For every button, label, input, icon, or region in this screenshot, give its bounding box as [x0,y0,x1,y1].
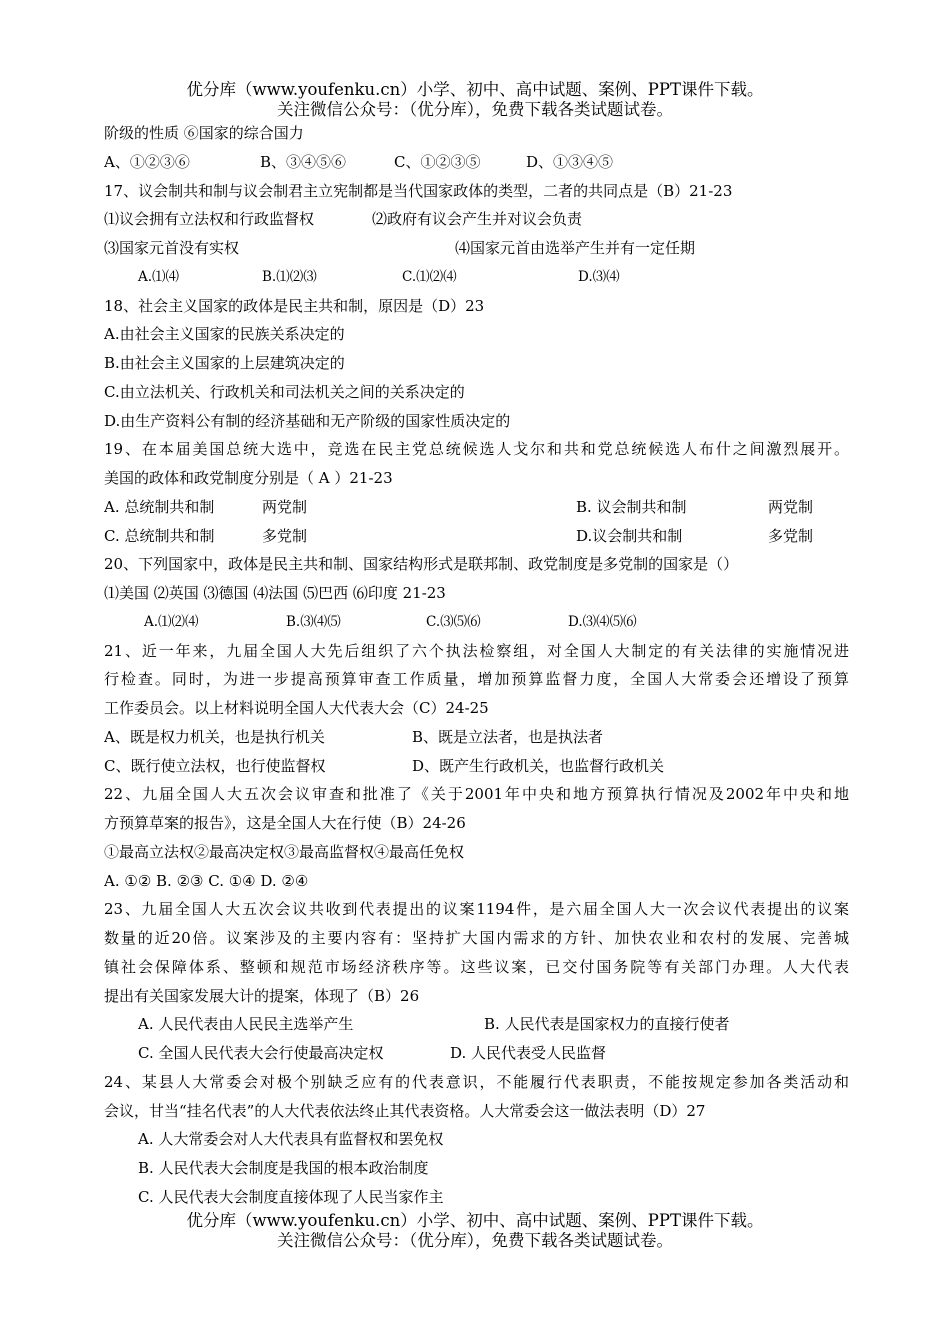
q23-option-b: B. 人民代表是国家权力的直接行使者 [484,1015,730,1034]
q19-options-row-2 [104,522,849,551]
q22-items: ①最高立法权②最高决定权③最高监督权④最高任免权 [104,842,465,861]
q24-option-c: C. 人民代表大会制度直接体现了人民当家作主 [138,1187,444,1206]
q19-option-c: C. 总统制共和制 [104,526,215,545]
q23-option-a: A. 人民代表由人民民主选举产生 [138,1015,354,1034]
q19-option-d-party: 多党制 [768,526,814,545]
option-c: C、①②③⑤ [394,152,481,171]
q17-items-row-1 [104,205,849,234]
q20-stem: 20、下列国家中，政体是民主共和制、国家结构形式是联邦制、政党制度是多党制的国家是（） [104,555,739,574]
q18-option-d: D.由生产资料公有制的经济基础和无产阶级的国家性质决定的 [104,411,511,430]
q24-stem-line-1: 24、某县人大常委会对极个别缺乏应有的代表意识，不能履行代表职责，不能按规定参加各类活动和 [104,1072,849,1091]
q16-options [104,148,849,177]
footer-line-2: 关注微信公众号：（优分库），免费下载各类试题试卷。 [277,1231,673,1250]
option-b: B.⑴⑵⑶ [262,268,317,285]
option-c: C.⑴⑵⑷ [402,268,457,285]
q24-option-b: B. 人民代表大会制度是我国的根本政治制度 [138,1159,429,1177]
q21-stem-line-3: 工作委员会。以上材料说明全国人大代表大会（C）24-25 [104,699,489,717]
q23-stem-line-4: 提出有关国家发展大计的提案，体现了（B）26 [104,986,420,1005]
q20-options [104,608,849,637]
q22-stem-line-2: 方预算草案的报告》，这是全国人大在行使（B）24-26 [104,814,466,832]
q19-options-row-1 [104,493,849,522]
q22-stem-line-1: 22、九届全国人大五次会议审查和批准了《关于2001年中央和地方预算执行情况及2002年中央和地 [104,785,849,804]
option-a: A.⑴⑵⑷ [144,613,199,630]
option-d: D.⑶⑷ [578,268,620,285]
q19-option-c-party: 多党制 [262,526,308,545]
q17-options [104,263,849,292]
q23-options-row-1 [104,1010,849,1039]
header-line-1: 优分库（www.youfenku.cn）小学、初中、高中试题、案例、PPT课件下载。 [186,80,764,99]
option-b: B.⑶⑷⑸ [286,613,341,630]
q21-stem-line-1: 21、近一年来，九届全国人大先后组织了六个执法检察组，对全国人大制定的有关法律的实施情况进 [104,641,849,660]
q21-option-b: B、既是立法者，也是执法者 [412,727,604,746]
q17-item-4: ⑷国家元首由选举产生并有一定任期 [455,239,696,257]
q22-options: A. ①② B. ②③ C. ①④ D. ②④ [104,871,309,890]
q17-items-row-2 [104,234,849,263]
q19-stem-line-2: 美国的政体和政党制度分别是（ A ）21-23 [104,469,393,487]
q23-option-d: D. 人民代表受人民监督 [450,1044,607,1062]
q19-stem-line-1: 19、在本届美国总统大选中，竞选在民主党总统候选人戈尔和共和党总统候选人布什之间激烈展开。 [104,440,849,459]
q19-option-b-party: 两党制 [768,497,814,516]
option-d: D、①③④⑤ [526,152,614,171]
q18-stem: 18、社会主义国家的政体是民主共和制，原因是（D）23 [104,296,485,315]
q21-options-row-2 [104,752,849,781]
header-line-2: 关注微信公众号：（优分库），免费下载各类试题试卷。 [277,100,673,119]
q19-option-a: A. 总统制共和制 [104,497,215,516]
option-c: C.⑶⑸⑹ [426,613,481,630]
q23-stem-line-2: 数量的近20倍。议案涉及的主要内容有：坚持扩大国内需求的方针、加快农业和农村的发展、完善城 [104,929,849,947]
option-a: A.⑴⑷ [138,268,180,285]
q19-option-d: D.议会制共和制 [576,526,683,545]
q21-option-d: D、既产生行政机关，也监督行政机关 [412,756,665,775]
document-body [104,119,849,1212]
q21-option-c: C、既行使立法权，也行使监督权 [104,756,326,775]
q23-options-row-2 [104,1039,849,1068]
q23-stem-line-3: 镇社会保障体系、整顿和规范市场经济秩序等。这些议案，已交付国务院等有关部门办理。人大代表 [104,957,849,976]
q23-option-c: C. 全国人民代表大会行使最高决定权 [138,1044,384,1062]
q24-stem-line-2: 会议，甘当“挂名代表”的人大代表依法终止其代表资格。人大常委会这一做法表明（D）27 [104,1101,706,1120]
q17-item-3: ⑶国家元首没有实权 [104,239,240,257]
option-b: B、③④⑤⑥ [260,152,347,171]
q21-options-row-1 [104,723,849,752]
option-a: A、①②③⑥ [104,152,190,171]
q17-item-2: ⑵政府有议会产生并对议会负责 [372,210,583,229]
q23-stem-line-1: 23、九届全国人大五次会议共收到代表提出的议案1194件，是六届全国人大一次会议代表提出的议案 [104,900,849,919]
q19-option-a-party: 两党制 [262,497,308,516]
q18-option-a: A.由社会主义国家的民族关系决定的 [104,325,345,344]
q19-option-b: B. 议会制共和制 [576,497,687,516]
q21-option-a: A、既是权力机关，也是执行机关 [104,727,325,746]
q17-stem: 17、议会制共和制与议会制君主立宪制都是当代国家政体的类型，二者的共同点是（B）21-23 [104,181,733,200]
text-line: 阶级的性质 ⑥国家的综合国力 [104,124,304,142]
q17-item-1: ⑴议会拥有立法权和行政监督权 [104,210,315,229]
q20-items: ⑴美国 ⑵英国 ⑶德国 ⑷法国 ⑸巴西 ⑹印度 21-23 [104,584,446,602]
q24-option-a: A. 人大常委会对人大代表具有监督权和罢免权 [138,1130,444,1149]
option-d: D.⑶⑷⑸⑹ [568,613,637,630]
q18-option-c: C.由立法机关、行政机关和司法机关之间的关系决定的 [104,382,465,401]
footer-line-1: 优分库（www.youfenku.cn）小学、初中、高中试题、案例、PPT课件下载。 [186,1211,764,1230]
q18-option-b: B.由社会主义国家的上层建筑决定的 [104,354,345,372]
q21-stem-line-2: 行检查。同时，为进一步提高预算审查工作质量，增加预算监督力度，全国人大常委会还增设了预算 [104,670,849,689]
